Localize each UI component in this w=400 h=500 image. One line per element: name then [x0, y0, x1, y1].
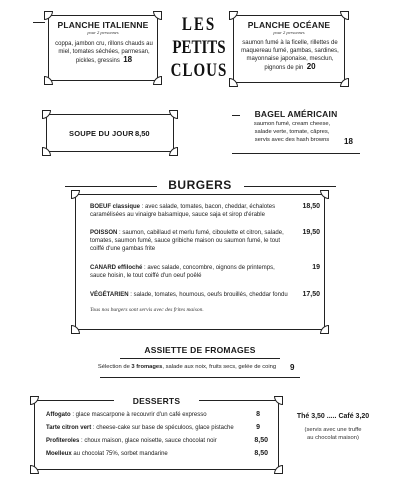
fromages-title: ASSIETTE DE FROMAGES [144, 345, 256, 355]
restaurant-logo [168, 10, 230, 90]
dessert-price: 9 [256, 424, 260, 431]
burger-name: VÉGÉTARIEN [90, 292, 129, 298]
burger-name: BOEUF classique [90, 204, 141, 210]
fromages-count: 3 fromages [131, 364, 163, 370]
burger-item [90, 264, 320, 280]
burgers-note: Tous nos burgers sont servis avec des frites maison. [90, 307, 204, 313]
planche-italienne-title: PLANCHE ITALIENNE [57, 20, 149, 30]
burger-name: CANARD effiloché [90, 265, 143, 271]
dessert-desc: : glace mascarpone à recouvrir d'un café expresso [70, 412, 207, 418]
drinks-note-line: au chocolat maison) [307, 435, 359, 441]
desc-line: coppa, jambon cru, rillons chauds au [55, 41, 153, 47]
dessert-price: 8 [256, 411, 260, 418]
dessert-desc: : choux maison, glace noisette, sauce chocolat noir [79, 438, 217, 444]
bagel-desc [236, 121, 348, 144]
desc-line [51, 56, 157, 65]
dessert-desc: au chocolat 75%, sorbet mandarine [71, 451, 168, 457]
burger-price: 18,50 [302, 203, 320, 210]
dessert-desc: : cheese-cake sur base de spéculoos, glace pistache [91, 425, 234, 431]
planche-oceane-desc [236, 39, 344, 72]
desc-line: saumon fumé, cream cheese, [253, 121, 331, 127]
bagel-price: 18 [344, 137, 353, 146]
desc-line: saumon fumé à la ficelle, rillettes de [242, 40, 338, 46]
dessert-name: Profiteroles [46, 438, 80, 444]
logo-svg [168, 10, 230, 90]
burger-price: 19,50 [302, 229, 320, 236]
dessert-price: 8,50 [254, 437, 268, 444]
desc-text: pickles, gressins [75, 58, 120, 64]
planche-italienne-desc [51, 40, 157, 65]
planche-oceane-price: 20 [306, 62, 316, 71]
fromages-text-pre: Sélection de [97, 364, 132, 370]
burger-desc: : saumon, cabillaud et merlu fumé, ciboulette et citron, salade, tomates, saumon fumé, sauce gribiche maison ou saumon fumé, le tout coiffé d'une gambas frite [90, 230, 284, 252]
planche-italienne-price: 18 [123, 55, 133, 64]
desc-line: mayonnaise japonaise, mesclun, [246, 56, 334, 62]
desc-text: pignons de pin [264, 65, 304, 71]
desc-line [236, 63, 344, 72]
desc-line: miel, tomates séchées, parmesan, [58, 49, 150, 55]
planche-italienne-subtitle: pour 2 personnes [87, 30, 119, 35]
burger-desc: : avec salade, concombre, oignons de printemps, sauce hoisin, le tout coiffé d'un oeuf poêlé [90, 265, 275, 279]
fromages-rule-bottom [100, 377, 300, 378]
desc-line: salade verte, tomate, câpres, [254, 128, 330, 135]
dessert-price: 8,50 [254, 450, 268, 457]
drinks-note-line: (servis avec une truffe [304, 427, 362, 433]
desserts-title: DESSERTS [114, 396, 199, 406]
burger-price: 17,50 [302, 291, 320, 298]
soupe-title: SOUPE DU JOUR [69, 129, 134, 138]
dessert-name: Affogato [46, 412, 71, 418]
burger-item [90, 203, 320, 219]
fromages-price: 9 [290, 363, 295, 372]
dessert-item [46, 424, 268, 432]
bagel-left-rule [232, 115, 240, 116]
dessert-name: Moelleux [46, 451, 72, 457]
desc-line: servis avec des hash browns [254, 136, 330, 143]
soupe-price: 8,50 [135, 129, 150, 138]
burger-name: POISSON [90, 230, 118, 236]
svg-text:PETITS: PETITS [172, 36, 226, 58]
burger-desc: : salade, tomates, houmous, oeufs brouillés, cheddar fondu [128, 292, 288, 298]
bagel-section [232, 109, 360, 155]
svg-text:LES: LES [181, 13, 217, 35]
dessert-item [46, 450, 268, 458]
svg-text:CLOUS: CLOUS [170, 59, 228, 81]
drinks-section [288, 412, 378, 442]
burgers-rule-left [65, 186, 157, 187]
burger-desc: : avec salade, tomates, bacon, cheddar, échalotes caramélisées au vinaigre balsamique, sauce saja et sirop d'érable [90, 204, 276, 218]
burger-price: 19 [312, 264, 320, 271]
soupe-box [46, 114, 174, 152]
fromages-text-post: , salade aux noix, fruits secs, gelée de coing [162, 364, 277, 370]
dessert-item [46, 437, 268, 445]
fromages-rule-top [120, 358, 280, 359]
drinks-line: Thé 3,50 ..... Café 3,20 [296, 413, 370, 420]
bagel-title: BAGEL AMÉRICAIN [254, 109, 338, 119]
decorative-rule [33, 22, 45, 23]
burger-item [90, 229, 320, 253]
bagel-bottom-rule [232, 153, 360, 154]
desc-line: maquereau fumé, gambas, sardines, [241, 48, 339, 54]
planche-oceane-box [233, 15, 345, 83]
burgers-title: BURGERS [168, 178, 232, 192]
fromages-line [92, 363, 282, 371]
planche-oceane-title: PLANCHE OCÉANE [247, 20, 331, 30]
burgers-rule-right [244, 186, 336, 187]
planche-oceane-subtitle: pour 2 personnes [273, 30, 305, 35]
dessert-name: Tarte citron vert [46, 425, 92, 431]
burger-item [90, 291, 320, 299]
dessert-item [46, 411, 268, 419]
planche-italienne-box [48, 15, 158, 81]
